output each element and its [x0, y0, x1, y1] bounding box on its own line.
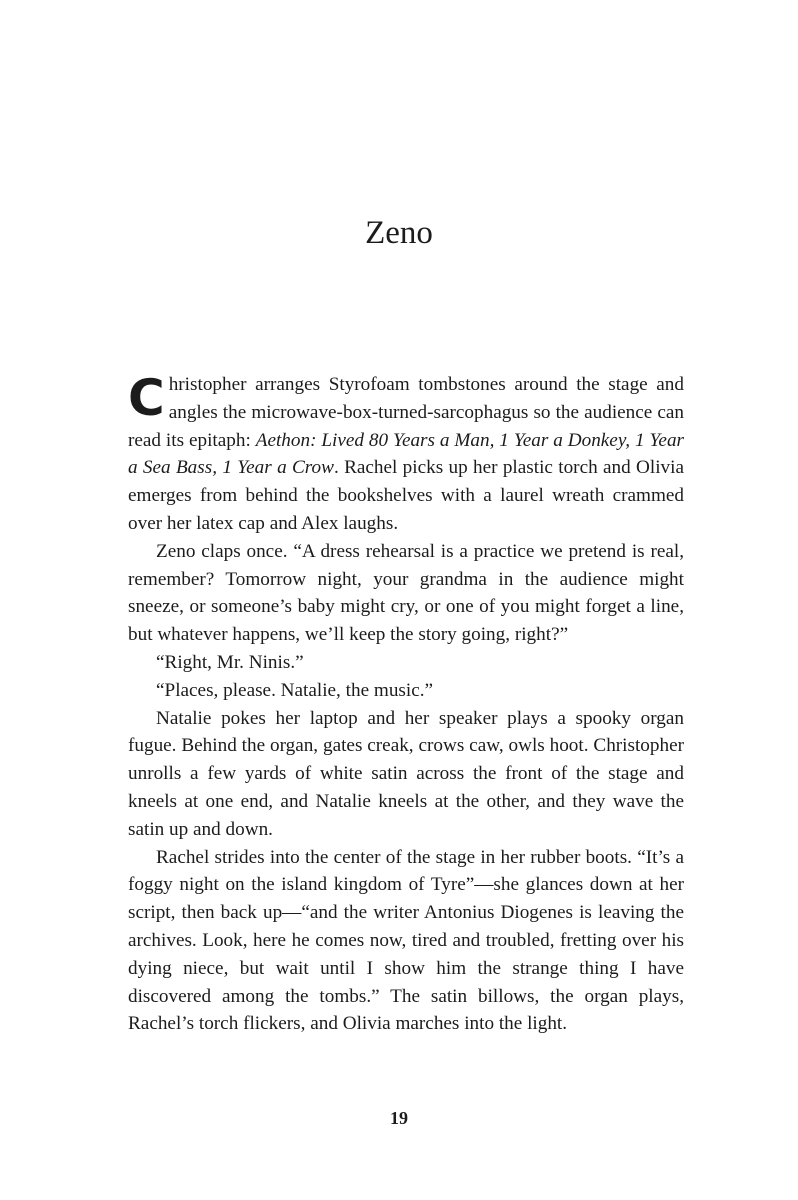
paragraph: [128, 538, 684, 649]
paragraph-text: Natalie pokes her laptop and her speaker plays a spooky organ fugue. Behind the organ, gates creak, crows caw, owls hoot. Christopher unrolls a few yards of white satin across the front of the stage and kneels at one end, and Natalie kneels at the other, and they wave the satin up and down.: [128, 707, 684, 840]
chapter-title: Zeno: [365, 215, 433, 251]
paragraph: [128, 649, 684, 677]
paragraph-text: Zeno claps once. “A dress rehearsal is a practice we pretend is real, remember? Tomorrow night, your grandma in the audience might sneeze, or someone’s baby might cry, or one of you might forget a line, but whatever happens, we’ll keep the story going, right?”: [128, 540, 684, 646]
paragraph: [128, 371, 684, 538]
drop-cap: C: [128, 369, 165, 427]
paragraph: [128, 844, 684, 1039]
paragraph-text: . Rachel picks up her plastic torch and Olivia emerges from behind the bookshelves with a laurel wreath crammed over her latex cap and Alex laughs.: [128, 457, 684, 534]
paragraph-text: hristopher arranges Styrofoam tombstones around the stage and angles the microwave-box-turned-sarcophagus so the audience can read its epitaph:: [128, 374, 684, 451]
paragraph-text: Rachel strides into the center of the stage in her rubber boots. “It’s a foggy night on the island kingdom of Tyre”—she glances down at her script, then back up—“and the writer Antonius Diogenes is leaving the archives. Look, here he comes now, tired and troubled, fretting over his dying niece, but wait until I show him the strange thing I have discovered among the tombs.” The satin billows, the organ plays, Rachel’s torch flickers, and Olivia marches into the light.: [128, 846, 684, 1035]
paragraph-text: “Places, please. Natalie, the music.”: [156, 679, 434, 701]
paragraph-text: “Right, Mr. Ninis.”: [156, 651, 304, 673]
chapter-body: [128, 371, 684, 1038]
paragraph: [128, 705, 684, 844]
epitaph-text: Aethon: Lived 80 Years a Man, 1 Year a Donkey, 1 Year a Sea Bass, 1 Year a Crow: [128, 429, 684, 479]
paragraph: [128, 677, 684, 705]
page-number: 19: [390, 1108, 408, 1128]
